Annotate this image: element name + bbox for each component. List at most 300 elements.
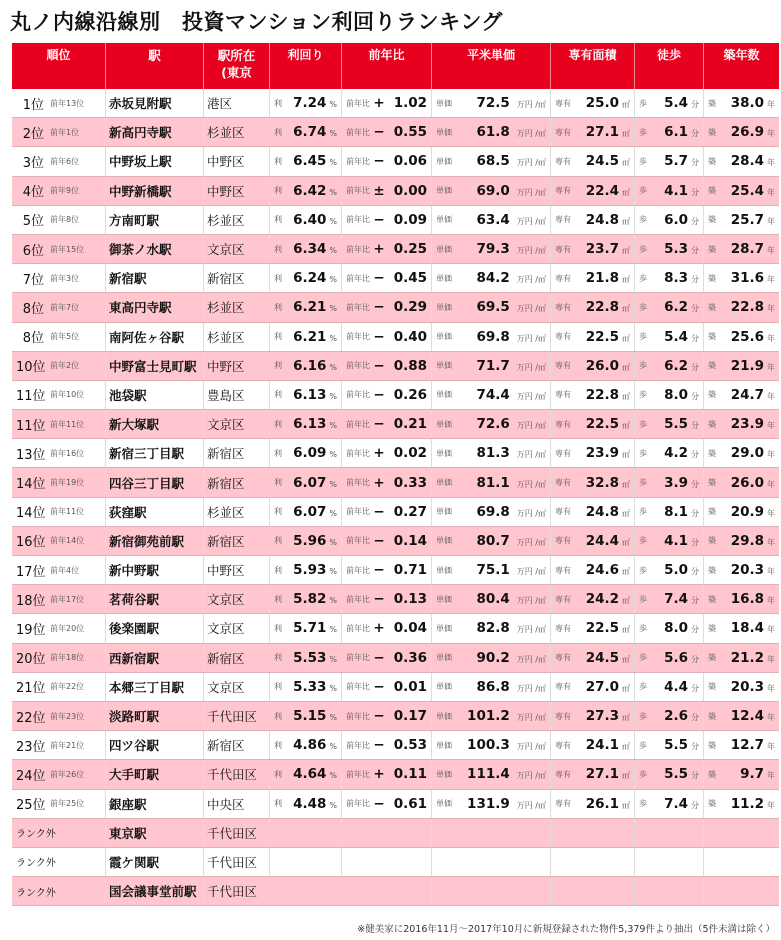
walk-unit: 分 xyxy=(691,713,699,723)
change-sign: + xyxy=(373,445,385,462)
walk-unit: 分 xyxy=(691,537,699,547)
area-group xyxy=(586,737,630,753)
prev-change-cell xyxy=(342,235,432,263)
age-cell xyxy=(704,177,779,205)
walk-value: 8.1 xyxy=(664,503,688,520)
unit-price-cell xyxy=(432,410,551,438)
price-group xyxy=(467,766,546,782)
unit-price-cell xyxy=(432,147,551,175)
change-prefix: 前年比 xyxy=(346,419,370,429)
area-value: 22.8 xyxy=(585,299,619,316)
change-group xyxy=(373,533,427,549)
age-value: 12.4 xyxy=(730,708,764,725)
age-group xyxy=(731,183,775,199)
change-prefix: 前年比 xyxy=(346,740,370,750)
age-value: 29.8 xyxy=(730,532,764,549)
age-prefix: 築 xyxy=(708,390,716,400)
age-cell xyxy=(704,352,779,380)
station-name: 四谷三丁目駅 xyxy=(106,468,204,496)
walk-prefix: 歩 xyxy=(639,594,647,604)
yield-group xyxy=(293,796,337,812)
change-prefix: 前年比 xyxy=(346,98,370,108)
yield-group xyxy=(293,241,337,257)
price-value: 75.1 xyxy=(476,562,510,579)
age-prefix: 築 xyxy=(708,419,716,429)
change-value: 0.11 xyxy=(393,766,427,783)
change-sign: − xyxy=(373,503,385,520)
prev-change-cell xyxy=(342,439,432,467)
walk-prefix: 歩 xyxy=(639,711,647,721)
age-prefix: 築 xyxy=(708,156,716,166)
unit-price-cell xyxy=(432,89,551,117)
empty-cell xyxy=(270,819,342,847)
price-value: 69.5 xyxy=(476,299,510,316)
age-prefix: 築 xyxy=(708,186,716,196)
walk-unit: 分 xyxy=(691,246,699,256)
age-prefix: 築 xyxy=(708,740,716,750)
age-value: 22.8 xyxy=(730,299,764,316)
ward-name: 千代田区 xyxy=(204,760,270,788)
walk-value: 5.3 xyxy=(664,241,688,258)
unit-price-cell xyxy=(432,673,551,701)
area-group xyxy=(586,591,630,607)
empty-cell xyxy=(635,819,704,847)
yield-value: 6.21 xyxy=(293,328,327,345)
empty-cell xyxy=(551,877,635,905)
yield-unit: % xyxy=(329,187,337,197)
price-unit: 万円 /㎡ xyxy=(516,129,546,139)
change-prefix: 前年比 xyxy=(346,653,370,663)
prev-year-rank: 前年17位 xyxy=(50,594,85,604)
change-group xyxy=(373,358,427,374)
yield-value: 6.74 xyxy=(293,124,327,141)
area-unit: ㎡ xyxy=(622,362,630,372)
age-group xyxy=(731,153,775,169)
area-cell xyxy=(551,673,635,701)
rank-out-label: ランク外 xyxy=(16,887,56,899)
age-prefix: 築 xyxy=(708,769,716,779)
walk-group xyxy=(664,562,699,578)
walk-group xyxy=(664,737,699,753)
ward-name: 新宿区 xyxy=(204,264,270,292)
unit-price-cell xyxy=(432,556,551,584)
area-prefix: 専有 xyxy=(555,215,571,225)
age-unit: 年 xyxy=(767,596,775,606)
walk-cell xyxy=(635,147,704,175)
walk-cell xyxy=(635,468,704,496)
yield-unit: % xyxy=(329,216,337,226)
change-prefix: 前年比 xyxy=(346,273,370,283)
walk-cell xyxy=(635,585,704,613)
yield-group xyxy=(293,591,337,607)
unit-price-cell xyxy=(432,527,551,555)
yield-unit: % xyxy=(329,246,337,256)
walk-cell xyxy=(635,673,704,701)
prev-change-cell xyxy=(342,147,432,175)
yield-group xyxy=(293,679,337,695)
yield-cell xyxy=(270,410,342,438)
walk-unit: 分 xyxy=(691,421,699,431)
price-prefix: 単価 xyxy=(436,156,452,166)
walk-prefix: 歩 xyxy=(639,390,647,400)
age-group xyxy=(731,708,775,724)
rank-cell xyxy=(12,410,106,438)
yield-group xyxy=(293,650,337,666)
station-name: 茗荷谷駅 xyxy=(106,585,204,613)
prev-year-rank: 前年11位 xyxy=(50,507,85,517)
age-cell xyxy=(704,381,779,409)
yield-cell xyxy=(270,352,342,380)
empty-cell xyxy=(270,848,342,876)
area-cell xyxy=(551,498,635,526)
price-group xyxy=(467,737,546,753)
walk-prefix: 歩 xyxy=(639,419,647,429)
age-group xyxy=(731,358,775,374)
rank-cell xyxy=(12,264,106,292)
table-row xyxy=(12,790,779,819)
change-value: 0.33 xyxy=(393,474,427,491)
yield-prefix: 利 xyxy=(274,156,282,166)
rank: 6位 xyxy=(22,243,44,259)
yield-cell xyxy=(270,614,342,642)
ward-name: 文京区 xyxy=(204,410,270,438)
ward-name: 千代田区 xyxy=(204,848,270,876)
yield-group xyxy=(293,533,337,549)
yield-group xyxy=(293,95,337,111)
rank-cell xyxy=(12,673,106,701)
price-prefix: 単価 xyxy=(436,594,452,604)
area-prefix: 専有 xyxy=(555,419,571,429)
price-prefix: 単価 xyxy=(436,653,452,663)
change-value: 0.27 xyxy=(393,503,427,520)
area-value: 21.8 xyxy=(585,270,619,287)
empty-cell xyxy=(551,848,635,876)
table-row xyxy=(12,410,779,439)
age-unit: 年 xyxy=(767,362,775,372)
ward-name: 文京区 xyxy=(204,585,270,613)
rank-cell xyxy=(12,731,106,759)
price-group xyxy=(476,358,546,374)
age-value: 25.4 xyxy=(730,182,764,199)
age-value: 24.7 xyxy=(730,386,764,403)
area-unit: ㎡ xyxy=(622,800,630,810)
ward-name: 中野区 xyxy=(204,556,270,584)
price-group xyxy=(476,387,546,403)
price-prefix: 単価 xyxy=(436,215,452,225)
prev-change-cell xyxy=(342,702,432,730)
walk-prefix: 歩 xyxy=(639,653,647,663)
age-value: 23.9 xyxy=(730,416,764,433)
yield-unit: % xyxy=(329,537,337,547)
prev-change-cell xyxy=(342,468,432,496)
prev-year-rank: 前年23位 xyxy=(50,711,85,721)
ward-name: 千代田区 xyxy=(204,877,270,905)
rank: 4位 xyxy=(22,185,44,201)
rank: 21位 xyxy=(16,681,46,697)
prev-change-cell xyxy=(342,352,432,380)
walk-value: 7.4 xyxy=(664,795,688,812)
area-unit: ㎡ xyxy=(622,304,630,314)
age-group xyxy=(731,212,775,228)
yield-value: 6.42 xyxy=(293,182,327,199)
change-group xyxy=(373,766,427,782)
yield-unit: % xyxy=(329,421,337,431)
age-unit: 年 xyxy=(767,771,775,781)
price-group xyxy=(476,241,546,257)
age-unit: 年 xyxy=(767,187,775,197)
area-unit: ㎡ xyxy=(622,654,630,664)
price-group xyxy=(476,183,546,199)
change-group xyxy=(373,796,427,812)
walk-prefix: 歩 xyxy=(639,361,647,371)
age-group xyxy=(731,270,775,286)
change-prefix: 前年比 xyxy=(346,186,370,196)
area-prefix: 専有 xyxy=(555,536,571,546)
walk-cell xyxy=(635,527,704,555)
walk-group xyxy=(664,358,699,374)
change-sign: − xyxy=(373,737,385,754)
walk-cell xyxy=(635,177,704,205)
area-value: 24.5 xyxy=(585,153,619,170)
walk-value: 4.2 xyxy=(664,445,688,462)
prev-year-rank: 前年11位 xyxy=(50,419,85,429)
price-group xyxy=(476,504,546,520)
empty-cell xyxy=(342,819,432,847)
prev-year-rank: 前年25位 xyxy=(50,799,85,809)
walk-prefix: 歩 xyxy=(639,244,647,254)
area-unit: ㎡ xyxy=(622,625,630,635)
area-group xyxy=(586,153,630,169)
table-row xyxy=(12,118,779,147)
area-cell xyxy=(551,439,635,467)
yield-value: 5.82 xyxy=(293,591,327,608)
age-group xyxy=(731,562,775,578)
area-cell xyxy=(551,585,635,613)
price-value: 69.8 xyxy=(476,328,510,345)
area-value: 24.2 xyxy=(585,591,619,608)
age-group xyxy=(731,533,775,549)
prev-year-rank: 前年22位 xyxy=(50,682,85,692)
age-cell xyxy=(704,760,779,788)
price-prefix: 単価 xyxy=(436,186,452,196)
rank-cell xyxy=(12,147,106,175)
price-value: 69.0 xyxy=(476,182,510,199)
price-unit: 万円 /㎡ xyxy=(516,450,546,460)
page-title: 丸ノ内線沿線別 投資マンション利回りランキング xyxy=(10,10,503,34)
empty-cell xyxy=(432,877,551,905)
price-prefix: 単価 xyxy=(436,98,452,108)
prev-change-cell xyxy=(342,118,432,146)
area-cell xyxy=(551,556,635,584)
unit-price-cell xyxy=(432,177,551,205)
yield-prefix: 利 xyxy=(274,390,282,400)
rank-cell xyxy=(12,790,106,818)
area-unit: ㎡ xyxy=(622,596,630,606)
ranking-table xyxy=(12,43,779,906)
walk-unit: 分 xyxy=(691,391,699,401)
table-header xyxy=(12,43,779,89)
walk-group xyxy=(664,445,699,461)
ward-name: 杉並区 xyxy=(204,206,270,234)
price-unit: 万円 /㎡ xyxy=(516,304,546,314)
area-cell xyxy=(551,177,635,205)
area-group xyxy=(586,124,630,140)
unit-price-cell xyxy=(432,381,551,409)
price-group xyxy=(476,329,546,345)
price-unit: 万円 /㎡ xyxy=(516,391,546,401)
price-unit: 万円 /㎡ xyxy=(516,421,546,431)
change-sign: − xyxy=(373,153,385,170)
change-prefix: 前年比 xyxy=(346,565,370,575)
rank-out-label: ランク外 xyxy=(16,829,56,841)
walk-prefix: 歩 xyxy=(639,186,647,196)
yield-value: 6.16 xyxy=(293,357,327,374)
rank-cell xyxy=(12,352,106,380)
area-value: 22.5 xyxy=(585,416,619,433)
age-prefix: 築 xyxy=(708,653,716,663)
walk-prefix: 歩 xyxy=(639,127,647,137)
table-row xyxy=(12,644,779,673)
change-sign: − xyxy=(373,708,385,725)
area-value: 24.5 xyxy=(585,649,619,666)
yield-cell xyxy=(270,323,342,351)
ward-name: 港区 xyxy=(204,89,270,117)
area-group xyxy=(586,416,630,432)
walk-prefix: 歩 xyxy=(639,215,647,225)
yield-unit: % xyxy=(329,625,337,635)
price-value: 79.3 xyxy=(476,241,510,258)
rank-cell xyxy=(12,702,106,730)
change-value: 1.02 xyxy=(393,95,427,112)
walk-group xyxy=(664,504,699,520)
area-unit: ㎡ xyxy=(622,129,630,139)
rank: 8位 xyxy=(22,301,44,317)
area-prefix: 専有 xyxy=(555,799,571,809)
area-prefix: 専有 xyxy=(555,302,571,312)
area-unit: ㎡ xyxy=(622,508,630,518)
change-value: 0.55 xyxy=(393,124,427,141)
yield-prefix: 利 xyxy=(274,244,282,254)
area-value: 26.1 xyxy=(585,795,619,812)
change-group xyxy=(373,124,427,140)
walk-value: 4.1 xyxy=(664,182,688,199)
footnote: ※健美家に2016年11月〜2017年10月に新規登録された物件5,379件より抽出（5件未満は除く） xyxy=(357,924,775,935)
rank-cell xyxy=(12,177,106,205)
change-group xyxy=(373,650,427,666)
unit-price-cell xyxy=(432,790,551,818)
age-group xyxy=(740,766,775,782)
age-prefix: 築 xyxy=(708,332,716,342)
yield-unit: % xyxy=(329,100,337,110)
rank: 18位 xyxy=(16,593,46,609)
price-prefix: 単価 xyxy=(436,799,452,809)
walk-group xyxy=(664,591,699,607)
walk-unit: 分 xyxy=(691,158,699,168)
walk-cell xyxy=(635,439,704,467)
station-name: 新中野駅 xyxy=(106,556,204,584)
change-group xyxy=(373,591,427,607)
age-unit: 年 xyxy=(767,742,775,752)
age-group xyxy=(731,95,775,111)
station-name: 方南町駅 xyxy=(106,206,204,234)
change-sign: − xyxy=(373,678,385,695)
change-sign: − xyxy=(373,591,385,608)
change-prefix: 前年比 xyxy=(346,478,370,488)
rank: 5位 xyxy=(22,214,44,230)
change-sign: − xyxy=(373,328,385,345)
walk-unit: 分 xyxy=(691,275,699,285)
walk-value: 5.4 xyxy=(664,95,688,112)
walk-cell xyxy=(635,731,704,759)
age-value: 28.4 xyxy=(730,153,764,170)
area-prefix: 専有 xyxy=(555,769,571,779)
age-value: 16.8 xyxy=(730,591,764,608)
walk-cell xyxy=(635,498,704,526)
prev-year-rank: 前年14位 xyxy=(50,536,85,546)
price-unit: 万円 /㎡ xyxy=(516,362,546,372)
age-group xyxy=(731,620,775,636)
change-prefix: 前年比 xyxy=(346,361,370,371)
header-age: 築年数 xyxy=(723,48,760,62)
area-group xyxy=(586,387,630,403)
change-value: 0.40 xyxy=(393,328,427,345)
price-group xyxy=(467,796,546,812)
walk-unit: 分 xyxy=(691,596,699,606)
walk-value: 6.1 xyxy=(664,124,688,141)
yield-cell xyxy=(270,585,342,613)
empty-cell xyxy=(704,848,779,876)
price-group xyxy=(476,445,546,461)
area-unit: ㎡ xyxy=(622,275,630,285)
price-group xyxy=(476,416,546,432)
area-value: 24.8 xyxy=(585,211,619,228)
area-prefix: 専有 xyxy=(555,594,571,604)
prev-change-cell xyxy=(342,410,432,438)
yield-group xyxy=(293,504,337,520)
price-value: 84.2 xyxy=(476,270,510,287)
age-unit: 年 xyxy=(767,713,775,723)
yield-cell xyxy=(270,760,342,788)
change-value: 0.26 xyxy=(393,386,427,403)
age-group xyxy=(731,737,775,753)
prev-year-rank: 前年21位 xyxy=(50,740,85,750)
area-value: 32.8 xyxy=(585,474,619,491)
table-body xyxy=(12,89,779,906)
table-row xyxy=(12,527,779,556)
price-group xyxy=(476,299,546,315)
yield-cell xyxy=(270,556,342,584)
walk-unit: 分 xyxy=(691,216,699,226)
area-unit: ㎡ xyxy=(622,713,630,723)
walk-value: 5.5 xyxy=(664,766,688,783)
empty-cell xyxy=(432,819,551,847)
yield-prefix: 利 xyxy=(274,799,282,809)
table-row xyxy=(12,147,779,176)
price-unit: 万円 /㎡ xyxy=(516,508,546,518)
area-cell xyxy=(551,352,635,380)
ward-name: 文京区 xyxy=(204,235,270,263)
age-cell xyxy=(704,323,779,351)
age-prefix: 築 xyxy=(708,711,716,721)
area-group xyxy=(586,533,630,549)
walk-value: 8.0 xyxy=(664,386,688,403)
prev-year-rank: 前年6位 xyxy=(50,156,80,166)
empty-cell xyxy=(551,819,635,847)
prev-change-cell xyxy=(342,731,432,759)
age-group xyxy=(731,796,775,812)
walk-value: 4.4 xyxy=(664,678,688,695)
table-row xyxy=(12,323,779,352)
